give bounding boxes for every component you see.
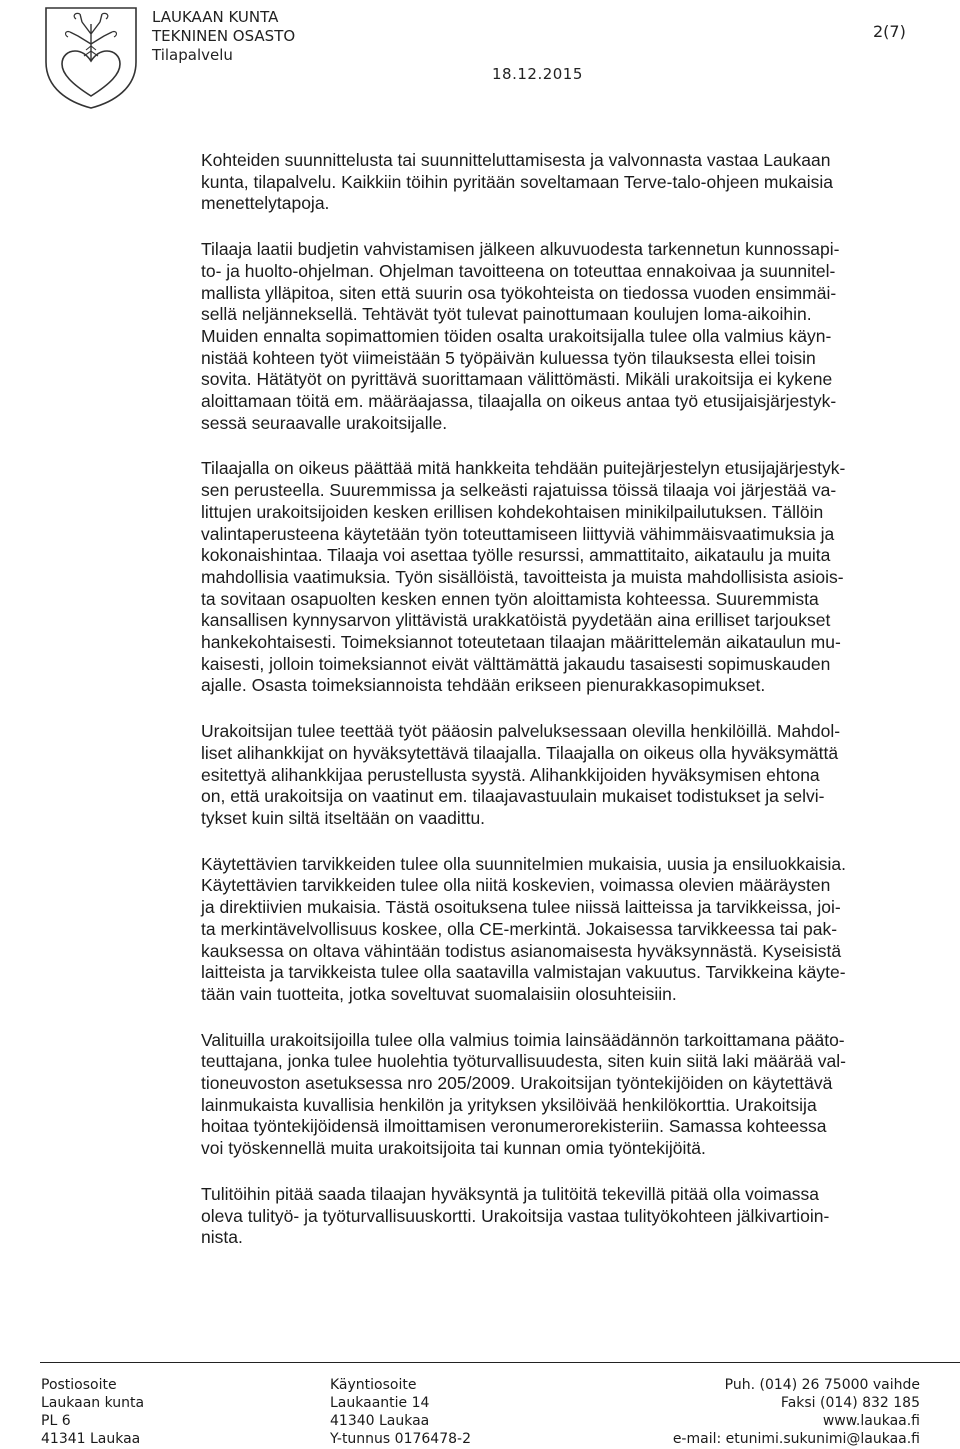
footer-contact	[620, 1376, 920, 1448]
text-line: Valituilla urakoitsijoilla tulee olla valmius toimia lainsäädännön tarkoittamana pääto-	[201, 1029, 845, 1050]
footer-line: Käyntiosoite	[330, 1377, 417, 1393]
footer-line: 41341 Laukaa	[41, 1431, 141, 1447]
text-line: kokonaishintaa. Tilaaja voi asettaa työlle resurssi, ammattitaito, aikataulu ja muita	[201, 545, 831, 566]
text-line: ajalle. Osasta toimeksiannoista tehdään erikseen pienurakkasopimukset.	[201, 675, 766, 696]
body-paragraph	[201, 721, 960, 830]
text-line: sovita. Hätätyöt on pyrittävä suorittamaan välittömästi. Mikäli urakoitsija ei kykene	[201, 369, 833, 390]
unit-name: Tilapalvelu	[152, 46, 233, 64]
text-line: ja direktiivien mukaisia. Tästä osoituksena tulee niissä laitteissa ja tarvikkeissa, joi-	[201, 897, 841, 918]
text-line: tykset kuin siltä itseltään on vaadittu.	[201, 807, 486, 828]
text-line: sessä seuraavalle urakoitsijalle.	[201, 412, 448, 433]
text-line: kauksessa on oltava vähintään todistus asianomaisesta hyväksynnästä. Kyseisistä	[201, 940, 842, 961]
text-line: littujen urakoitsijoiden kesken erillisen kohdekohtaisen minikilpailutuksen. Tällöin	[201, 501, 824, 522]
text-line: nistää kohteen työt viimeistään 5 työpäivän kuluessa työn tilauksesta ellei toisin	[201, 347, 816, 368]
body-paragraph	[201, 854, 960, 1006]
footer-email-link[interactable]: e-mail: etunimi.sukunimi@laukaa.fi	[672, 1431, 920, 1447]
body-paragraph	[201, 150, 960, 215]
document-body	[201, 150, 960, 1273]
text-line: Käytettävien tarvikkeiden tulee olla suunnitelmien mukaisia, uusia ja ensiluokkaisia.	[201, 853, 846, 874]
text-line: hankekohtaisesti. Toimeksiannot toteutetaan tilaajan määrittelemän aikataulun mu-	[201, 632, 841, 653]
footer-line: Postiosoite	[41, 1377, 117, 1393]
text-line: nista.	[201, 1227, 243, 1248]
text-line: Kohteiden suunnittelusta tai suunnitteluttamisesta ja valvonnasta vastaa Laukaan	[201, 150, 831, 170]
text-line: teuttajana, jonka tulee huolehtia työturvallisuudesta, siten kuin siitä laki määrää val-	[201, 1051, 846, 1072]
text-line: voi työskennellä muita urakoitsijoita tai kunnan omia työntekijöitä.	[201, 1138, 706, 1159]
text-line: Tilaaja laatii budjetin vahvistamisen jälkeen alkuvuodesta tarkennetun kunnossapi-	[201, 239, 840, 260]
municipality-crest-logo	[42, 4, 140, 110]
text-line: valintaperusteena käytetään työn toteuttamiseen liittyviä vähimmäisvaatimuksia ja	[201, 523, 835, 544]
text-line: on, että urakoitsija on vaatinut em. tilaajavastuulain mukaiset todistukset ja selvi-	[201, 786, 825, 807]
document-date: 18.12.2015	[492, 65, 583, 83]
text-line: aloittamaan töitä em. määräajassa, tilaajalla on oikeus antaa työ etusijaisjärjestyk-	[201, 391, 837, 412]
footer-phone: Puh. (014) 26 75000 vaihde	[724, 1377, 920, 1393]
footer-line: PL 6	[41, 1413, 71, 1429]
footer-website-link[interactable]: www.laukaa.fi	[822, 1413, 920, 1429]
footer-line: 41340 Laukaa	[330, 1413, 430, 1429]
text-line: mahdollisia vaatimuksia. Työn sisällöistä, tavoitteista ja muista mahdollisista asiois-	[201, 566, 844, 587]
org-name: LAUKAAN KUNTA	[152, 8, 279, 26]
body-paragraph	[201, 458, 960, 697]
text-line: lainmukaista kuvallisia henkilön ja yrityksen yksilöivää henkilökorttia. Urakoitsija	[201, 1094, 817, 1115]
text-line: tioneuvoston asetuksessa nro 205/2009. Urakoitsijan työntekijöiden on käytettävä	[201, 1073, 833, 1094]
text-line: Käytettävien tarvikkeiden tulee olla niitä koskevien, voimassa olevien määräysten	[201, 875, 831, 896]
text-line: Urakoitsijan tulee teettää työt pääosin palveluksessaan olevilla henkilöillä. Mahdol-	[201, 721, 841, 742]
text-line: ta merkintävelvollisuus koskee, olla CE-merkintä. Jokaisessa tarvikkeessa tai pak-	[201, 918, 838, 939]
footer-line: Y-tunnus 0176478-2	[330, 1431, 471, 1447]
text-line: Tilaajalla on oikeus päättää mitä hankkeita tehdään puitejärjestelyn etusijajärjestyk-	[201, 458, 846, 479]
text-line: mallista ylläpitoa, siten että suurin osa työkohteista on tiedossa vuoden ensimmäi-	[201, 282, 837, 303]
text-line: hoitaa työntekijöidensä ilmoittamisen veronumerorekisteriin. Samassa kohteessa	[201, 1116, 827, 1137]
text-line: sen perusteella. Suuremmissa ja selkeästi rajatuissa töissä tilaaja voi järjestää va-	[201, 480, 837, 501]
text-line: ta sovitaan osapuolten kesken ennen työn aloittamista kohteessa. Suuremmista	[201, 588, 819, 609]
text-line: to- ja huolto-ohjelman. Ohjelman tavoitteena on toteuttaa ennakoivaa ja suunnitel-	[201, 260, 836, 281]
text-line: laitteista ja tarvikkeista tulee olla saatavilla valmistajan vakuutus. Tarvikkeina käyte-	[201, 962, 846, 983]
text-line: menettelytapoja.	[201, 193, 330, 214]
page-number: 2(7)	[873, 22, 906, 41]
department-name: TEKNINEN OSASTO	[152, 27, 296, 45]
text-line: oleva tulityö- ja työturvallisuuskortti. Urakoitsija vastaa tulityökohteen jälkivartioin-	[201, 1205, 830, 1226]
crest-icon	[42, 4, 140, 110]
text-line: sellä neljänneksellä. Tehtävät työt tulevat painottumaan koulujen loma-aikoihin.	[201, 304, 812, 325]
footer-divider	[40, 1362, 960, 1363]
footer-visiting-address	[330, 1376, 471, 1448]
text-line: kunta, tilapalvelu. Kaikkiin töihin pyritään soveltamaan Terve-talo-ohjeen mukaisia	[201, 171, 833, 192]
footer-fax[interactable]: Faksi (014) 832 185	[780, 1395, 920, 1411]
header-organization	[152, 8, 295, 65]
text-line: esitettyä alihankkijaa perustellusta syystä. Alihankkijoiden hyväksymisen ehtona	[201, 764, 820, 785]
body-paragraph	[201, 1030, 960, 1160]
footer-postal-address	[41, 1376, 144, 1448]
footer-line: Laukaantie 14	[330, 1395, 430, 1411]
body-paragraph	[201, 239, 960, 434]
text-line: tään vain tuotteita, jotka soveltuvat suomalaisiin olosuhteisiin.	[201, 983, 677, 1004]
text-line: Muiden ennalta sopimattomien töiden osalta urakoitsijalla tulee olla valmius käyn-	[201, 325, 832, 346]
footer-line: Laukaan kunta	[41, 1395, 145, 1411]
text-line: kansallisen kynnysarvon ylittävistä urakkatöistä pyydetään aina erilliset tarjoukset	[201, 610, 831, 631]
text-line: kaisesti, jolloin toimeksiannot eivät välttämättä jakaudu tasaisesti sopimuskauden	[201, 653, 831, 674]
text-line: Tulitöihin pitää saada tilaajan hyväksyntä ja tulitöitä tekevillä pitää olla voimassa	[201, 1183, 820, 1204]
body-paragraph	[201, 1184, 960, 1249]
text-line: liset alihankkijat on hyväksytettävä tilaajalla. Tilaajalla on oikeus olla hyväksymättä	[201, 742, 839, 763]
